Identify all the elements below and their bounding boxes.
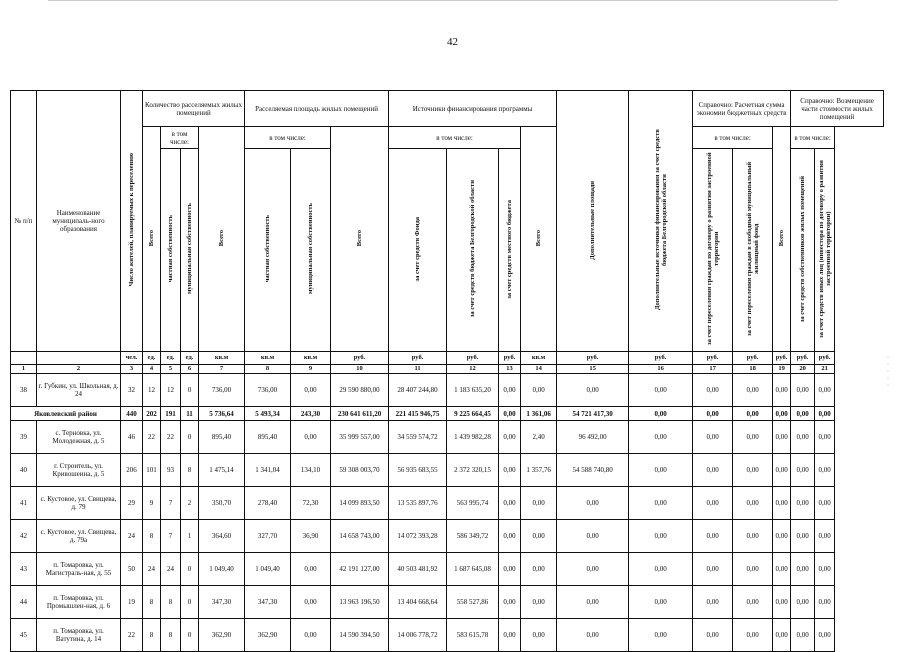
value-cell: 8 bbox=[161, 586, 181, 619]
value-cell: 72,30 bbox=[291, 487, 331, 520]
value-cell: 46 bbox=[121, 421, 143, 454]
value-cell: 0,00 bbox=[499, 553, 521, 586]
value-cell: 0,00 bbox=[499, 407, 521, 421]
value-cell: 96 492,00 bbox=[557, 421, 629, 454]
value-cell: 0 bbox=[181, 374, 199, 407]
value-cell: 36,90 bbox=[291, 520, 331, 553]
column-number-cell: 17 bbox=[693, 365, 733, 374]
value-cell: 0,00 bbox=[815, 553, 835, 586]
value-cell: 1 049,40 bbox=[245, 553, 291, 586]
value-cell: 0,00 bbox=[521, 586, 557, 619]
header-rooms-municipal: муниципальная собственность bbox=[181, 149, 199, 352]
value-cell: 736,00 bbox=[199, 374, 245, 407]
column-number-cell: 12 bbox=[447, 365, 499, 374]
header-savings-incl: в том числе: bbox=[693, 127, 773, 149]
value-cell: 14 658 743,00 bbox=[331, 520, 389, 553]
unit-cell: руб. bbox=[389, 352, 447, 365]
value-cell: 2,40 bbox=[521, 421, 557, 454]
value-cell: 0,00 bbox=[773, 407, 791, 421]
value-cell: 1 361,06 bbox=[521, 407, 557, 421]
value-cell: 13 535 897,76 bbox=[389, 487, 447, 520]
header-area-private: частная собственность bbox=[245, 149, 291, 352]
column-number-cell: 5 bbox=[161, 365, 181, 374]
value-cell: 0,00 bbox=[791, 454, 815, 487]
value-cell: 54 588 740,80 bbox=[557, 454, 629, 487]
value-cell: 0,00 bbox=[629, 374, 693, 407]
value-cell: 895,40 bbox=[245, 421, 291, 454]
value-cell: 0,00 bbox=[773, 520, 791, 553]
value-cell: 50 bbox=[121, 553, 143, 586]
header-area-total: Всего bbox=[199, 127, 245, 352]
value-cell: 1 357,76 bbox=[521, 454, 557, 487]
value-cell: 0,00 bbox=[499, 586, 521, 619]
units-row bbox=[11, 352, 884, 365]
value-cell: 14 099 893,50 bbox=[331, 487, 389, 520]
value-cell: 278,40 bbox=[245, 487, 291, 520]
column-number-cell: 19 bbox=[773, 365, 791, 374]
value-cell: 14 072 393,28 bbox=[389, 520, 447, 553]
value-cell: 22 bbox=[161, 421, 181, 454]
column-number-cell: 21 bbox=[815, 365, 835, 374]
value-cell: 0 bbox=[181, 619, 199, 652]
column-number-cell: 9 bbox=[291, 365, 331, 374]
unit-cell: руб. bbox=[733, 352, 773, 365]
address-cell: г. Строитель, ул. Кривошеина, д. 5 bbox=[37, 454, 121, 487]
value-cell: 42 191 127,00 bbox=[331, 553, 389, 586]
value-cell: 0,00 bbox=[773, 487, 791, 520]
value-cell: 0,00 bbox=[815, 487, 835, 520]
value-cell: 347,30 bbox=[199, 586, 245, 619]
unit-cell: чел. bbox=[121, 352, 143, 365]
table-row bbox=[11, 421, 884, 454]
value-cell: 1 bbox=[181, 520, 199, 553]
value-cell: 350,70 bbox=[199, 487, 245, 520]
header-refund-group: Справочно: Возмещение части стоимости жилых помещений bbox=[791, 91, 884, 127]
header-refund-total: Всего bbox=[773, 127, 791, 352]
value-cell: 1 049,40 bbox=[199, 553, 245, 586]
header-extra-funding: Дополнительные источники финансирования за счет средств бюджета Белгородской области bbox=[629, 91, 693, 352]
value-cell: 0,00 bbox=[629, 553, 693, 586]
column-number-cell: 18 bbox=[733, 365, 773, 374]
unit-cell: ед. bbox=[143, 352, 161, 365]
value-cell: 0,00 bbox=[773, 619, 791, 652]
value-cell: 1 687 645,08 bbox=[447, 553, 499, 586]
header-name: Наименование муниципаль-ного образования bbox=[37, 91, 121, 352]
header-regional: за счет средств бюджета Белгородской области bbox=[447, 149, 499, 352]
value-cell: 586 349,72 bbox=[447, 520, 499, 553]
value-cell: 14 590 394,50 bbox=[331, 619, 389, 652]
value-cell: 1 341,04 bbox=[245, 454, 291, 487]
page-number: 42 bbox=[447, 36, 458, 48]
value-cell: 0,00 bbox=[693, 520, 733, 553]
unit-cell: кв.м bbox=[199, 352, 245, 365]
table-row bbox=[11, 454, 884, 487]
row-number-cell: 44 bbox=[11, 586, 37, 619]
value-cell: 0,00 bbox=[291, 553, 331, 586]
address-cell: п. Томаровка, ул. Ватутина, д. 14 bbox=[37, 619, 121, 652]
address-cell: с. Кустовое, ул. Свищева, д. 79а bbox=[37, 520, 121, 553]
table-row bbox=[11, 487, 884, 520]
value-cell: 0,00 bbox=[693, 421, 733, 454]
column-number-cell: 7 bbox=[199, 365, 245, 374]
value-cell: 0,00 bbox=[791, 619, 815, 652]
column-number-cell: 15 bbox=[557, 365, 629, 374]
header-area-group: Расселяемая площадь жилых помещений bbox=[245, 91, 389, 127]
value-cell: 221 415 946,75 bbox=[389, 407, 447, 421]
value-cell: 0,00 bbox=[693, 619, 733, 652]
value-cell: 0,00 bbox=[733, 454, 773, 487]
value-cell: 0,00 bbox=[521, 487, 557, 520]
value-cell: 0,00 bbox=[629, 520, 693, 553]
value-cell: 362,90 bbox=[199, 619, 245, 652]
value-cell: 134,10 bbox=[291, 454, 331, 487]
value-cell: 32 bbox=[121, 374, 143, 407]
value-cell: 0,00 bbox=[557, 619, 629, 652]
header-rooms-incl: в том числе: bbox=[161, 127, 199, 149]
row-number-cell: 43 bbox=[11, 553, 37, 586]
value-cell: 0,00 bbox=[693, 454, 733, 487]
value-cell: 0 bbox=[181, 586, 199, 619]
value-cell: 0,00 bbox=[521, 553, 557, 586]
value-cell: 0,00 bbox=[629, 407, 693, 421]
row-number-cell: 40 bbox=[11, 454, 37, 487]
value-cell: 8 bbox=[161, 619, 181, 652]
header-savings-total: Всего bbox=[521, 127, 557, 352]
address-cell: г. Губкин, ул. Школьная, д. 24 bbox=[37, 374, 121, 407]
value-cell: 0,00 bbox=[557, 586, 629, 619]
value-cell: 0,00 bbox=[629, 619, 693, 652]
header-extra-area: Дополнительные площади bbox=[557, 91, 629, 352]
page-top-rule bbox=[48, 0, 838, 1]
region-name-cell: Яковлевский район bbox=[11, 407, 121, 421]
value-cell: 0,00 bbox=[815, 520, 835, 553]
header-local: за счет средств местного бюджета bbox=[499, 149, 521, 352]
value-cell: 24 bbox=[121, 520, 143, 553]
value-cell: 0,00 bbox=[629, 421, 693, 454]
value-cell: 101 bbox=[143, 454, 161, 487]
column-number-cell: 1 bbox=[11, 365, 37, 374]
value-cell: 206 bbox=[121, 454, 143, 487]
value-cell: 0,00 bbox=[499, 421, 521, 454]
unit-cell: руб. bbox=[815, 352, 835, 365]
value-cell: 895,40 bbox=[199, 421, 245, 454]
table-header bbox=[11, 91, 884, 374]
value-cell: 0,00 bbox=[773, 586, 791, 619]
column-number-cell: 11 bbox=[389, 365, 447, 374]
value-cell: 0,00 bbox=[733, 421, 773, 454]
value-cell: 8 bbox=[143, 619, 161, 652]
value-cell: 0,00 bbox=[733, 520, 773, 553]
value-cell: 5 493,34 bbox=[245, 407, 291, 421]
value-cell: 0,00 bbox=[291, 374, 331, 407]
column-number-cell: 13 bbox=[499, 365, 521, 374]
value-cell: 0,00 bbox=[773, 454, 791, 487]
value-cell: 0 bbox=[181, 553, 199, 586]
value-cell: 0,00 bbox=[693, 407, 733, 421]
header-ref1: за счет средств собственников жилых помещений bbox=[791, 149, 815, 352]
value-cell: 19 bbox=[121, 586, 143, 619]
value-cell: 0,00 bbox=[773, 421, 791, 454]
value-cell: 5 736,64 bbox=[199, 407, 245, 421]
value-cell: 8 bbox=[143, 586, 161, 619]
unit-cell: руб. bbox=[693, 352, 733, 365]
table-row bbox=[11, 520, 884, 553]
resettlement-table bbox=[10, 90, 884, 652]
value-cell: 0,00 bbox=[733, 553, 773, 586]
value-cell: 11 bbox=[181, 407, 199, 421]
value-cell: 1 183 635,20 bbox=[447, 374, 499, 407]
column-number-cell: 3 bbox=[121, 365, 143, 374]
value-cell: 93 bbox=[161, 454, 181, 487]
value-cell: 0,00 bbox=[557, 487, 629, 520]
unit-cell: кв.м bbox=[291, 352, 331, 365]
value-cell: 0,00 bbox=[815, 586, 835, 619]
header-finance-incl: в том числе: bbox=[389, 127, 521, 149]
value-cell: 0,00 bbox=[499, 487, 521, 520]
value-cell: 24 bbox=[143, 553, 161, 586]
value-cell: 9 bbox=[143, 487, 161, 520]
value-cell: 364,60 bbox=[199, 520, 245, 553]
header-sav2: за счет переселения граждан в свободный муниципальный жилищный фонд bbox=[733, 149, 773, 352]
row-number-cell: 45 bbox=[11, 619, 37, 652]
value-cell: 2 bbox=[181, 487, 199, 520]
value-cell: 24 bbox=[161, 553, 181, 586]
column-number-cell: 16 bbox=[629, 365, 693, 374]
value-cell: 0,00 bbox=[521, 374, 557, 407]
column-number-cell: 10 bbox=[331, 365, 389, 374]
value-cell: 0,00 bbox=[733, 619, 773, 652]
unit-cell: руб. bbox=[791, 352, 815, 365]
value-cell: 34 559 574,72 bbox=[389, 421, 447, 454]
value-cell: 12 bbox=[161, 374, 181, 407]
column-number-cell: 4 bbox=[143, 365, 161, 374]
row-number-cell: 41 bbox=[11, 487, 37, 520]
value-cell: 8 bbox=[181, 454, 199, 487]
header-savings-group: Справочно: Расчетная сумма экономии бюджетных средств bbox=[693, 91, 791, 127]
value-cell: 0,00 bbox=[791, 421, 815, 454]
region-total-row bbox=[11, 407, 884, 421]
value-cell: 56 935 683,55 bbox=[389, 454, 447, 487]
row-number-cell: 38 bbox=[11, 374, 37, 407]
value-cell: 0,00 bbox=[733, 407, 773, 421]
header-row-no: № п/п bbox=[11, 91, 37, 352]
value-cell: 0,00 bbox=[557, 374, 629, 407]
address-cell: с. Терновка, ул. Молодежная, д. 5 bbox=[37, 421, 121, 454]
margin-marks: · · · · · bbox=[887, 355, 889, 389]
value-cell: 0,00 bbox=[791, 407, 815, 421]
value-cell: 563 995,74 bbox=[447, 487, 499, 520]
value-cell: 13 404 668,64 bbox=[389, 586, 447, 619]
row-number-cell: 39 bbox=[11, 421, 37, 454]
unit-cell: руб. bbox=[447, 352, 499, 365]
value-cell: 7 bbox=[161, 520, 181, 553]
header-finance-group: Источники финансирования программы bbox=[389, 91, 557, 127]
value-cell: 2 372 320,15 bbox=[447, 454, 499, 487]
address-cell: с. Кустовое, ул. Свищева, д. 79 bbox=[37, 487, 121, 520]
column-number-cell: 8 bbox=[245, 365, 291, 374]
value-cell: 0,00 bbox=[791, 487, 815, 520]
value-cell: 29 bbox=[121, 487, 143, 520]
column-numbers-row bbox=[11, 365, 884, 374]
header-rooms-total: Всего bbox=[143, 127, 161, 352]
unit-cell: ед. bbox=[161, 352, 181, 365]
value-cell: 7 bbox=[161, 487, 181, 520]
units-cell-empty bbox=[37, 352, 121, 365]
value-cell: 0,00 bbox=[773, 374, 791, 407]
value-cell: 0,00 bbox=[815, 374, 835, 407]
value-cell: 0,00 bbox=[693, 553, 733, 586]
address-cell: п. Томаровка, ул. Промышлен-ная, д. 6 bbox=[37, 586, 121, 619]
value-cell: 347,30 bbox=[245, 586, 291, 619]
value-cell: 243,30 bbox=[291, 407, 331, 421]
value-cell: 40 503 481,92 bbox=[389, 553, 447, 586]
unit-cell: руб. bbox=[331, 352, 389, 365]
unit-cell: руб. bbox=[557, 352, 629, 365]
header-rooms-private: частная собственность bbox=[161, 149, 181, 352]
table-row bbox=[11, 619, 884, 652]
header-fund: за счет средств Фонда bbox=[389, 149, 447, 352]
header-residents: Число жителей, планируемых к переселению bbox=[121, 91, 143, 352]
value-cell: 0,00 bbox=[815, 619, 835, 652]
value-cell: 327,70 bbox=[245, 520, 291, 553]
value-cell: 13 963 196,50 bbox=[331, 586, 389, 619]
header-area-incl: в том числе: bbox=[245, 127, 331, 149]
value-cell: 0,00 bbox=[291, 421, 331, 454]
header-sav1: за счет переселения граждан по договору о развитии застроенной территории bbox=[693, 149, 733, 352]
unit-cell: кв.м bbox=[245, 352, 291, 365]
header-area-municipal: муниципальная собственность bbox=[291, 149, 331, 352]
header-finance-total: Всего bbox=[331, 127, 389, 352]
value-cell: 202 bbox=[143, 407, 161, 421]
value-cell: 12 bbox=[143, 374, 161, 407]
value-cell: 0,00 bbox=[693, 487, 733, 520]
value-cell: 0,00 bbox=[521, 619, 557, 652]
header-rooms-group: Количество расселяемых жилых помещений bbox=[143, 91, 245, 127]
unit-cell: ед. bbox=[181, 352, 199, 365]
value-cell: 22 bbox=[121, 619, 143, 652]
table-row bbox=[11, 586, 884, 619]
row-number-cell: 42 bbox=[11, 520, 37, 553]
value-cell: 583 615,78 bbox=[447, 619, 499, 652]
value-cell: 0,00 bbox=[629, 454, 693, 487]
value-cell: 440 bbox=[121, 407, 143, 421]
value-cell: 0,00 bbox=[499, 454, 521, 487]
value-cell: 35 999 557,00 bbox=[331, 421, 389, 454]
value-cell: 29 590 880,00 bbox=[331, 374, 389, 407]
unit-cell: руб. bbox=[773, 352, 791, 365]
value-cell: 0 bbox=[181, 421, 199, 454]
value-cell: 22 bbox=[143, 421, 161, 454]
unit-cell: кв.м bbox=[521, 352, 557, 365]
table-row bbox=[11, 374, 884, 407]
value-cell: 0,00 bbox=[733, 586, 773, 619]
value-cell: 0,00 bbox=[791, 374, 815, 407]
value-cell: 558 527,86 bbox=[447, 586, 499, 619]
value-cell: 0,00 bbox=[291, 586, 331, 619]
column-number-cell: 14 bbox=[521, 365, 557, 374]
table-row bbox=[11, 553, 884, 586]
value-cell: 0,00 bbox=[815, 421, 835, 454]
value-cell: 1 475,14 bbox=[199, 454, 245, 487]
value-cell: 0,00 bbox=[815, 407, 835, 421]
value-cell: 0,00 bbox=[733, 487, 773, 520]
value-cell: 28 407 244,80 bbox=[389, 374, 447, 407]
value-cell: 0,00 bbox=[791, 553, 815, 586]
column-number-cell: 2 bbox=[37, 365, 121, 374]
value-cell: 0,00 bbox=[499, 520, 521, 553]
table-body bbox=[11, 374, 884, 652]
value-cell: 0,00 bbox=[815, 454, 835, 487]
unit-cell: руб. bbox=[499, 352, 521, 365]
value-cell: 0,00 bbox=[291, 619, 331, 652]
header-refund-incl: в том числе: bbox=[791, 127, 835, 149]
value-cell: 8 bbox=[143, 520, 161, 553]
value-cell: 0,00 bbox=[773, 553, 791, 586]
value-cell: 0,00 bbox=[557, 520, 629, 553]
value-cell: 0,00 bbox=[557, 553, 629, 586]
value-cell: 736,00 bbox=[245, 374, 291, 407]
column-number-cell: 20 bbox=[791, 365, 815, 374]
value-cell: 191 bbox=[161, 407, 181, 421]
value-cell: 0,00 bbox=[521, 520, 557, 553]
value-cell: 0,00 bbox=[693, 374, 733, 407]
unit-cell: руб. bbox=[629, 352, 693, 365]
value-cell: 14 006 778,72 bbox=[389, 619, 447, 652]
value-cell: 9 225 664,45 bbox=[447, 407, 499, 421]
value-cell: 0,00 bbox=[733, 374, 773, 407]
value-cell: 54 721 417,30 bbox=[557, 407, 629, 421]
value-cell: 59 308 003,70 bbox=[331, 454, 389, 487]
value-cell: 1 439 982,28 bbox=[447, 421, 499, 454]
header-ref2: за счет средств иных лиц (инвестора по договору о развитии застроенной территории) bbox=[815, 149, 835, 352]
value-cell: 230 641 611,20 bbox=[331, 407, 389, 421]
value-cell: 0,00 bbox=[629, 487, 693, 520]
value-cell: 362,90 bbox=[245, 619, 291, 652]
column-number-cell: 6 bbox=[181, 365, 199, 374]
value-cell: 0,00 bbox=[791, 520, 815, 553]
value-cell: 0,00 bbox=[791, 586, 815, 619]
value-cell: 0,00 bbox=[629, 586, 693, 619]
value-cell: 0,00 bbox=[499, 619, 521, 652]
address-cell: п. Томаровка, ул. Магистраль-ная, д. 55 bbox=[37, 553, 121, 586]
value-cell: 0,00 bbox=[499, 374, 521, 407]
value-cell: 0,00 bbox=[693, 586, 733, 619]
units-cell-empty bbox=[11, 352, 37, 365]
